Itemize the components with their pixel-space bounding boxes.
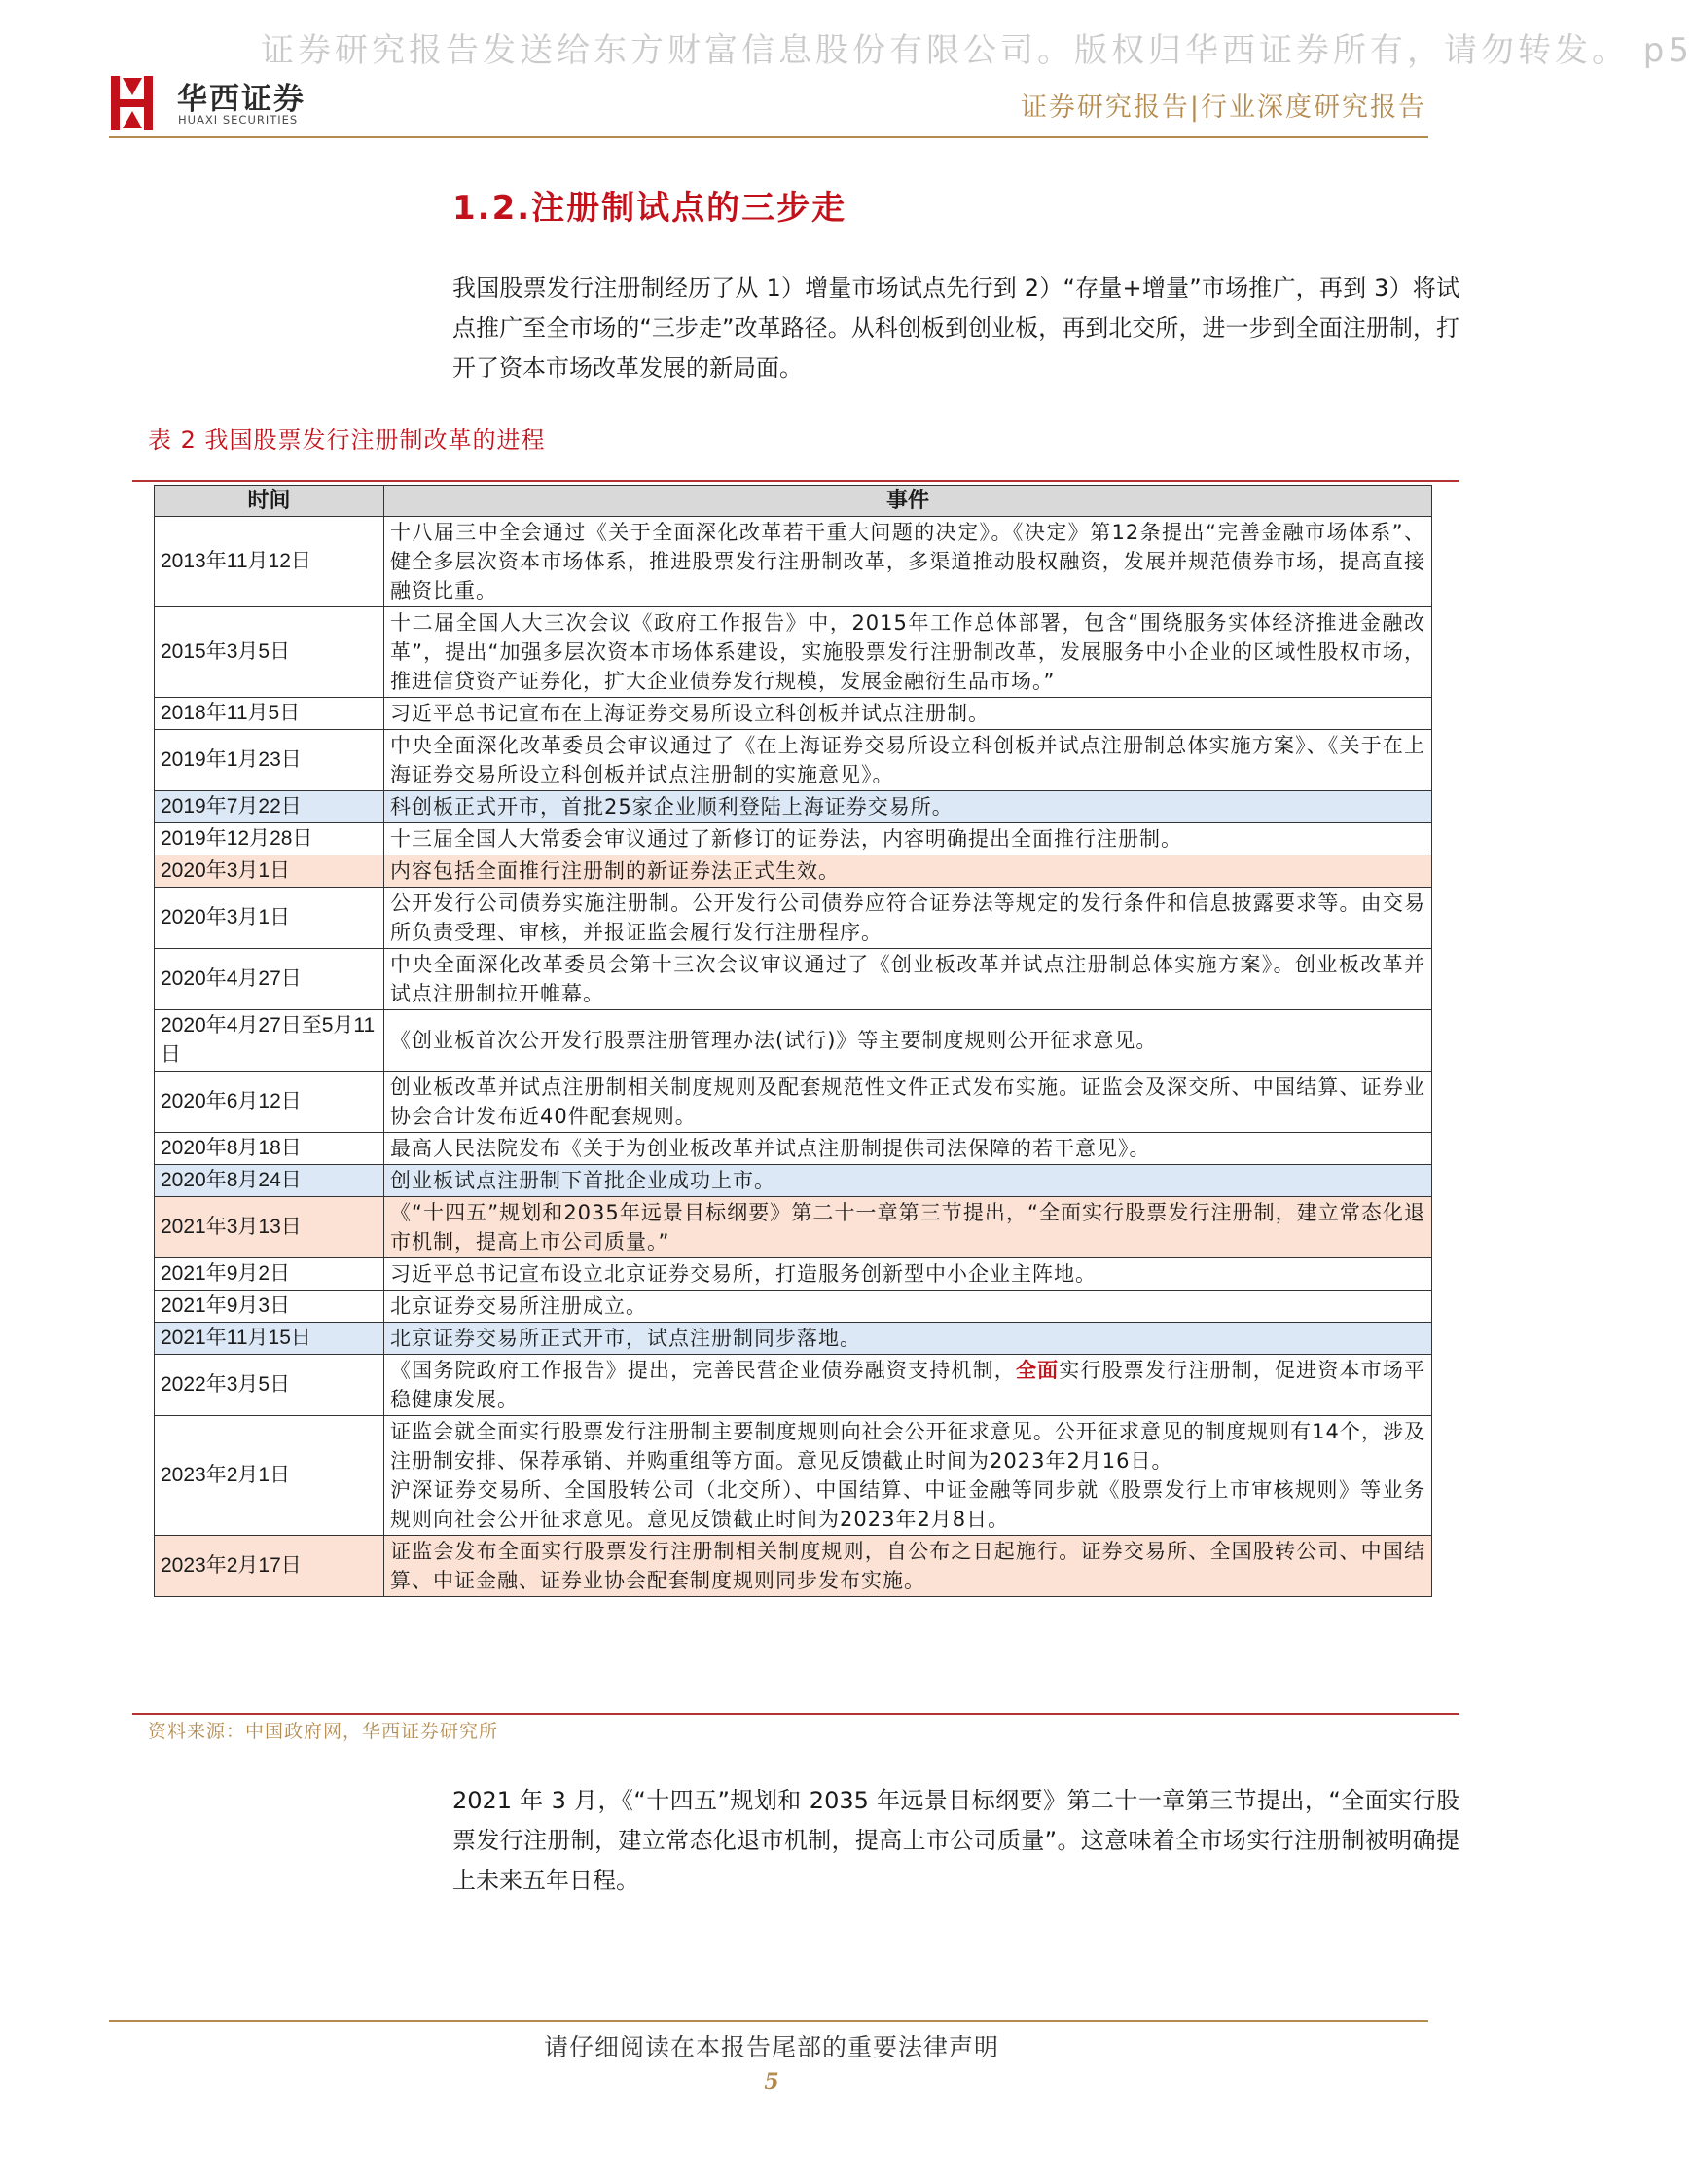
logo-english-name: HUAXI SECURITIES (178, 113, 299, 127)
row-event-text: 实行股票发行注册制，促进资本市场平稳健康发展。 (390, 1359, 1426, 1411)
conclusion-paragraph: 2021 年 3 月，《“十四五”规划和 2035 年远景目标纲要》第二十一章第三节提出，“全面实行股票发行注册制，建立常态化退市机制，提高上市公司质量”。这意味着全市场实行注册制被明确提上未来五年日程。 (452, 1787, 1459, 1894)
row-date: 2020年8月24日 (155, 1165, 384, 1197)
table-row (155, 949, 1432, 1010)
intro-paragraph: 我国股票发行注册制经历了从 1）增量市场试点先行到 2）“存量+增量”市场推广，再到 3）将试点推广至全市场的“三步走”改革路径。从科创板到创业板，再到北交所，进一步到全面注册制，打开了资本市场改革发展的新局面。 (452, 274, 1459, 382)
table-row-highlighted (155, 1197, 1432, 1258)
row-event: 习近平总书记宣布设立北京证券交易所，打造服务创新型中小企业主阵地。 (384, 1258, 1432, 1291)
row-event: 北京证券交易所注册成立。 (384, 1291, 1432, 1323)
table-row (155, 1072, 1432, 1133)
row-date: 2022年3月5日 (155, 1355, 384, 1416)
row-event: 《“十四五”规划和2035年远景目标纲要》第二十一章第三节提出，“全面实行股票发行注册制，建立常态化退市机制，提高上市公司质量。” (384, 1197, 1432, 1258)
table-caption: 表 2 我国股票发行注册制改革的进程 (148, 426, 546, 454)
table-row (155, 517, 1432, 607)
row-event: 十八届三中全会通过《关于全面深化改革若干重大问题的决定》。《决定》第12条提出“完善金融市场体系”、健全多层次资本市场体系，推进股票发行注册制改革，多渠道推动股权融资，发展并规范债券市场，提高直接融资比重。 (384, 517, 1432, 607)
row-date: 2020年6月12日 (155, 1072, 384, 1133)
row-event: 北京证券交易所正式开市，试点注册制同步落地。 (384, 1323, 1432, 1355)
row-date: 2021年3月13日 (155, 1197, 384, 1258)
footer-divider (109, 2020, 1428, 2022)
table-row (155, 1010, 1432, 1072)
table-top-rule (132, 480, 1459, 482)
table-row (155, 698, 1432, 730)
row-event: 创业板改革并试点注册制相关制度规则及配套规范性文件正式发布实施。证监会及深交所、中国结算、证券业协会合计发布近40件配套规则。 (384, 1072, 1432, 1133)
table-row (155, 730, 1432, 791)
row-date: 2019年1月23日 (155, 730, 384, 791)
logo-chinese-name: 华西证券 (177, 82, 306, 117)
row-date: 2015年3月5日 (155, 607, 384, 698)
row-date: 2019年12月28日 (155, 823, 384, 855)
row-event: 证监会发布全面实行股票发行注册制相关制度规则，自公布之日起施行。证券交易所、全国股转公司、中国结算、中证金融、证券业协会配套制度规则同步发布实施。 (384, 1536, 1432, 1597)
row-date: 2021年9月3日 (155, 1291, 384, 1323)
row-date: 2020年8月18日 (155, 1133, 384, 1165)
row-date: 2019年7月22日 (155, 791, 384, 823)
row-date: 2020年4月27日 (155, 949, 384, 1010)
column-header-time: 时间 (155, 486, 384, 517)
row-event-text: 证监会就全面实行股票发行注册制主要制度规则向社会公开征求意见。公开征求意见的制度规则有14个，涉及注册制安排、保荐承销、并购重组等方面。意见反馈截止时间为2023年2月16日。 (390, 1420, 1425, 1473)
table-row-highlighted (155, 1165, 1432, 1197)
huaxi-logo-icon (109, 72, 165, 132)
row-date: 2018年11月5日 (155, 698, 384, 730)
row-date: 2020年3月1日 (155, 855, 384, 888)
table-row (155, 1258, 1432, 1291)
row-event-text: 《国务院政府工作报告》提出，完善民营企业债券融资支持机制， (390, 1359, 1016, 1382)
table-row-highlighted (155, 1536, 1432, 1597)
row-event: 最高人民法院发布《关于为创业板改革并试点注册制提供司法保障的若干意见》。 (384, 1133, 1432, 1165)
row-event: 十三届全国人大常委会审议通过了新修订的证券法，内容明确提出全面推行注册制。 (384, 823, 1432, 855)
row-event (384, 1416, 1432, 1536)
section-title: 1.2.注册制试点的三步走 (452, 189, 847, 228)
table-row (155, 1291, 1432, 1323)
header-divider (109, 136, 1428, 138)
table-row (155, 1355, 1432, 1416)
row-date: 2013年11月12日 (155, 517, 384, 607)
report-type: 证券研究报告|行业深度研究报告 (1020, 92, 1426, 123)
table-row (155, 888, 1432, 949)
row-date: 2023年2月17日 (155, 1536, 384, 1597)
table-row-highlighted (155, 855, 1432, 888)
row-event: 《创业板首次公开发行股票注册管理办法(试行)》等主要制度规则公开征求意见。 (384, 1010, 1432, 1072)
table-row (155, 607, 1432, 698)
row-event (384, 1355, 1432, 1416)
table-row-highlighted (155, 1323, 1432, 1355)
reform-timeline-table (154, 485, 1432, 1597)
row-event: 科创板正式开市，首批25家企业顺利登陆上海证券交易所。 (384, 791, 1432, 823)
table-bottom-rule (132, 1713, 1459, 1715)
row-date: 2020年4月27日至5月11日 (155, 1010, 384, 1072)
row-event: 十二届全国人大三次会议《政府工作报告》中，2015年工作总体部署，包含“围绕服务实体经济推进金融改革”，提出“加强多层次资本市场体系建设，实施股票发行注册制改革，发展服务中小企业的区域性股权市场，推进信贷资产证券化，扩大企业债券发行规模，发展金融衍生品市场。” (384, 607, 1432, 698)
row-date: 2023年2月1日 (155, 1416, 384, 1536)
watermark: 证券研究报告发送给东方财富信息股份有限公司。版权归华西证券所有，请勿转发。 p5 (261, 31, 1693, 70)
page-number: 5 (764, 2069, 779, 2094)
row-event: 内容包括全面推行注册制的新证券法正式生效。 (384, 855, 1432, 888)
row-event: 中央全面深化改革委员会审议通过了《在上海证券交易所设立科创板并试点注册制总体实施方案》、《关于在上海证券交易所设立科创板并试点注册制的实施意见》。 (384, 730, 1432, 791)
huaxi-logo (109, 72, 333, 132)
row-event-text: 沪深证券交易所、全国股转公司（北交所）、中国结算、中证金融等同步就《股票发行上市审核规则》等业务规则向社会公开征求意见。意见反馈截止时间为2023年2月8日。 (390, 1478, 1425, 1531)
row-event-highlight: 全面 (1015, 1359, 1060, 1382)
row-date: 2020年3月1日 (155, 888, 384, 949)
table-source: 资料来源：中国政府网，华西证券研究所 (148, 1721, 499, 1742)
row-event: 习近平总书记宣布在上海证券交易所设立科创板并试点注册制。 (384, 698, 1432, 730)
row-event: 公开发行公司债券实施注册制。公开发行公司债券应符合证券法等规定的发行条件和信息披露要求等。由交易所负责受理、审核，并报证监会履行发行注册程序。 (384, 888, 1432, 949)
row-date: 2021年11月15日 (155, 1323, 384, 1355)
table-row (155, 1133, 1432, 1165)
table-row (155, 1416, 1432, 1536)
row-event: 中央全面深化改革委员会第十三次会议审议通过了《创业板改革并试点注册制总体实施方案》。创业板改革并试点注册制拉开帷幕。 (384, 949, 1432, 1010)
table-header-row (155, 486, 1432, 517)
legal-notice: 请仔细阅读在本报告尾部的重要法律声明 (543, 2033, 999, 2061)
row-date: 2021年9月2日 (155, 1258, 384, 1291)
column-header-event: 事件 (384, 486, 1432, 517)
table-row-highlighted (155, 791, 1432, 823)
table-row (155, 823, 1432, 855)
row-event: 创业板试点注册制下首批企业成功上市。 (384, 1165, 1432, 1197)
